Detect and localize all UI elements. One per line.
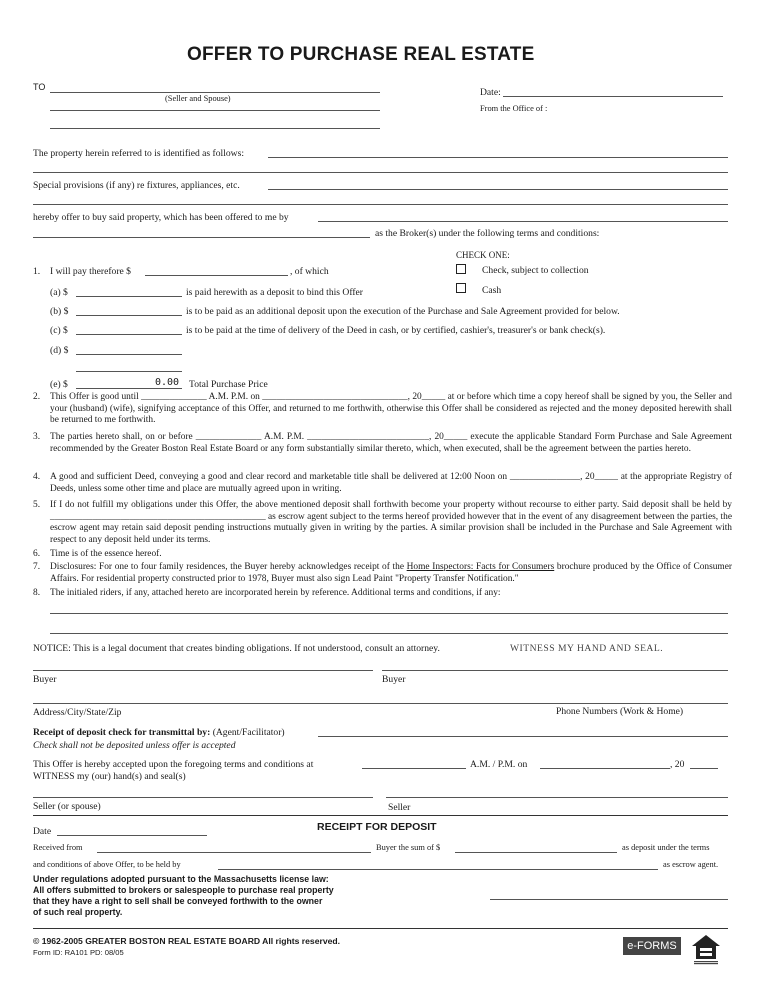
- sub-b-label: (b) $: [50, 306, 69, 317]
- para-8-text: The initialed riders, if any, attached hereto are incorporated herein by reference. Additional terms and conditions, if any:: [50, 588, 501, 598]
- seller-label: Seller: [388, 802, 411, 813]
- agent-facilitator-field[interactable]: [318, 736, 728, 737]
- sub-c-label: (c) $: [50, 325, 68, 336]
- sub-a-text: is paid herewith as a deposit to bind this Offer: [186, 287, 364, 298]
- hereby-offer-label: hereby offer to buy said property, which has been offered to me by: [33, 212, 289, 223]
- check-one-label: CHECK ONE:: [456, 250, 510, 260]
- para-3-number: 3.: [33, 432, 41, 442]
- offered-by-field[interactable]: [318, 221, 728, 222]
- accepted-year-label: , 20: [670, 759, 685, 770]
- regulations-line-4: of such real property.: [33, 907, 123, 917]
- buyer-1-signature[interactable]: [33, 670, 373, 671]
- to-field-line-3[interactable]: [50, 128, 380, 129]
- am-pm-on-label: A.M. / P.M. on: [470, 759, 528, 770]
- receipt-check-label: Receipt of deposit check for transmittal by:: [33, 727, 211, 738]
- accepted-year-field[interactable]: [690, 768, 718, 769]
- page-title: OFFER TO PURCHASE REAL ESTATE: [187, 44, 535, 65]
- property-field-line-2[interactable]: [33, 172, 728, 173]
- sub-a-label: (a) $: [50, 287, 68, 298]
- footer-divider: [33, 928, 728, 929]
- additional-terms-line-2[interactable]: [50, 633, 728, 634]
- sub-d-field[interactable]: [76, 354, 182, 355]
- to-field-line-2[interactable]: [50, 110, 380, 111]
- date-label: Date:: [480, 87, 501, 98]
- eforms-logo: e-FORMS: [623, 937, 681, 955]
- para-2-number: 2.: [33, 392, 41, 402]
- sub-c-text: is to be paid at the time of delivery of the Deed in cash, or by certified, cashier's, treasurer's or bank check(s).: [186, 325, 606, 336]
- accepted-date-field[interactable]: [540, 768, 670, 769]
- seller-signature[interactable]: [386, 797, 728, 798]
- accepted-time-field[interactable]: [362, 768, 466, 769]
- para-5-number: 5.: [33, 500, 41, 510]
- para-2-text: This Offer is good until ______________ A.M. P.M. on _______________________________, 20_____ at or before which time a copy hereof shall be signed by you, the Seller and your (husband) (wife), signifying acceptance of this Offer, and returned to me forthwith, otherwise this Offer shall be considered as rejected and the money deposited herewith shall be returned to me forthwith.: [50, 392, 732, 426]
- item-1-label: I will pay therefore $: [50, 266, 131, 277]
- as-deposit-label: as deposit under the terms: [622, 843, 710, 852]
- agent-facilitator-label: (Agent/Facilitator): [212, 727, 285, 738]
- escrow-agent-label: as escrow agent.: [663, 860, 719, 869]
- form-id: Form ID: RA101 PD: 08/05: [33, 948, 124, 957]
- special-provisions-line-2[interactable]: [33, 204, 728, 205]
- property-label: The property herein referred to is identified as follows:: [33, 148, 244, 159]
- regulations-line-2: All offers submitted to brokers or salespeople to purchase real property: [33, 885, 334, 895]
- home-inspectors-link: Home Inspectors: Facts for Consumers: [406, 562, 555, 572]
- item-1-number: 1.: [33, 266, 41, 277]
- broker-terms-label: as the Broker(s) under the following terms and conditions:: [375, 228, 600, 239]
- property-field[interactable]: [268, 157, 728, 158]
- copyright: © 1962-2005 GREATER BOSTON REAL ESTATE BOARD All rights reserved.: [33, 936, 341, 946]
- buyer-sum-label: Buyer the sum of $: [376, 843, 441, 852]
- receipt-title: RECEIPT FOR DEPOSIT: [317, 821, 437, 833]
- cash-checkbox[interactable]: [456, 283, 466, 293]
- broker-field[interactable]: [33, 237, 370, 238]
- sub-e-label: (e) $: [50, 379, 68, 390]
- cash-option-label: Cash: [482, 285, 502, 296]
- total-price-label: Total Purchase Price: [189, 379, 268, 390]
- sub-b-field[interactable]: [76, 315, 182, 316]
- sub-d-field-line-2[interactable]: [76, 371, 182, 372]
- address-field[interactable]: [33, 703, 728, 704]
- sub-c-field[interactable]: [76, 334, 182, 335]
- check-option-label: Check, subject to collection: [482, 265, 589, 276]
- para-7-number: 7.: [33, 562, 41, 572]
- sub-d-label: (d) $: [50, 345, 69, 356]
- additional-terms-line-1[interactable]: [50, 613, 728, 614]
- date-field[interactable]: [503, 96, 723, 97]
- sub-a-field[interactable]: [76, 296, 182, 297]
- para-4-text: A good and sufficient Deed, conveying a good and clear record and marketable title shall be delivered at 12:00 Noon on _______________, 20_____ at the appropriate Registry of Deeds, unless some other time and place are mutually agreed upon in writing.: [50, 472, 732, 494]
- deposit-sum-field[interactable]: [455, 852, 617, 853]
- para-6-text: Time is of the essence hereof.: [50, 549, 162, 559]
- regulations-line-3: that they have a right to sell shall be conveyed forthwith to the owner: [33, 896, 323, 906]
- receipt-divider: [33, 815, 728, 816]
- item-1-of-which: , of which: [290, 266, 329, 277]
- from-office-label: From the Office of :: [480, 104, 548, 113]
- total-price-value[interactable]: 0.00: [155, 377, 180, 388]
- accepted-text: This Offer is hereby accepted upon the foregoing terms and conditions at: [33, 759, 314, 770]
- purchase-amount-field[interactable]: [145, 275, 288, 276]
- witness-hand-seal: WITNESS MY HAND AND SEAL.: [510, 643, 664, 654]
- para-7-post: brochure produced by the Office of Consumer Affairs. For residential property constructed prior to 1978, Buyer must also sign Lead Paint "Property Transfer Notification.": [50, 562, 732, 584]
- total-field-line: [76, 388, 182, 389]
- witness-our-label: WITNESS my (our) hand(s) and seal(s): [33, 771, 186, 782]
- receipt-check-line: [33, 727, 285, 738]
- buyer-1-label: Buyer: [33, 674, 57, 685]
- para-3-text: The parties hereto shall, on or before ______________ A.M. P.M. __________________________, 20_____ execute the applicable Standard Form Purchase and Sale Agreement recommended by the Greater Boston Real Estate Board or any form substantially similar thereto, which, when executed, shall be the agreement between the parties hereto.: [50, 432, 732, 454]
- received-from-field[interactable]: [97, 852, 371, 853]
- seller-spouse-caption: (Seller and Spouse): [165, 94, 231, 103]
- check-note: Check shall not be deposited unless offer is accepted: [33, 740, 236, 751]
- buyer-2-label: Buyer: [382, 674, 406, 685]
- para-7-pre: Disclosures: For one to four family residences, the Buyer hereby acknowledges receipt of the: [50, 562, 407, 572]
- phone-label: Phone Numbers (Work & Home): [556, 706, 684, 717]
- seller-spouse-signature[interactable]: [33, 797, 373, 798]
- para-4-number: 4.: [33, 472, 41, 482]
- to-field[interactable]: [50, 92, 380, 93]
- held-by-field[interactable]: [218, 869, 658, 870]
- para-5-text: If I do not fulfill my obligations under this Offer, the above mentioned deposit shall forthwith become your property without recourse to either party. Said deposit shall be held by ______________________________________________ as escrow agent subject to the terms hereof provided however that in the event of any disagreement between the parties, the escrow agent may retain said deposit pending instructions mutually given in writing by the parties. A similar provision shall be included in the Purchase and Sale Agreement with respect to any deposit held under its terms.: [50, 500, 732, 545]
- notice-text: NOTICE: This is a legal document that creates binding obligations. If not understood, consult an attorney.: [33, 643, 440, 654]
- sub-b-text: is to be paid as an additional deposit upon the execution of the Purchase and Sale Agreement provided for below.: [186, 306, 620, 317]
- seller-spouse-label: Seller (or spouse): [33, 801, 101, 812]
- check-checkbox[interactable]: [456, 264, 466, 274]
- receipt-date-label: Date: [33, 826, 52, 837]
- regulations-line-1: Under regulations adopted pursuant to the Massachusetts license law:: [33, 874, 329, 884]
- equal-housing-icon: [690, 933, 722, 965]
- conditions-held-label: and conditions of above Offer, to be held by: [33, 860, 181, 869]
- para-7-text: [50, 562, 732, 585]
- to-label: TO: [33, 82, 46, 92]
- received-from-label: Received from: [33, 843, 83, 852]
- address-label: Address/City/State/Zip: [33, 707, 122, 718]
- special-provisions-field[interactable]: [268, 189, 728, 190]
- broker-signature-line[interactable]: [490, 899, 728, 900]
- special-provisions-label: Special provisions (if any) re fixtures, appliances, etc.: [33, 180, 240, 191]
- para-8-number: 8.: [33, 588, 41, 598]
- receipt-date-field[interactable]: [57, 835, 207, 836]
- buyer-2-signature[interactable]: [382, 670, 728, 671]
- para-6-number: 6.: [33, 549, 41, 559]
